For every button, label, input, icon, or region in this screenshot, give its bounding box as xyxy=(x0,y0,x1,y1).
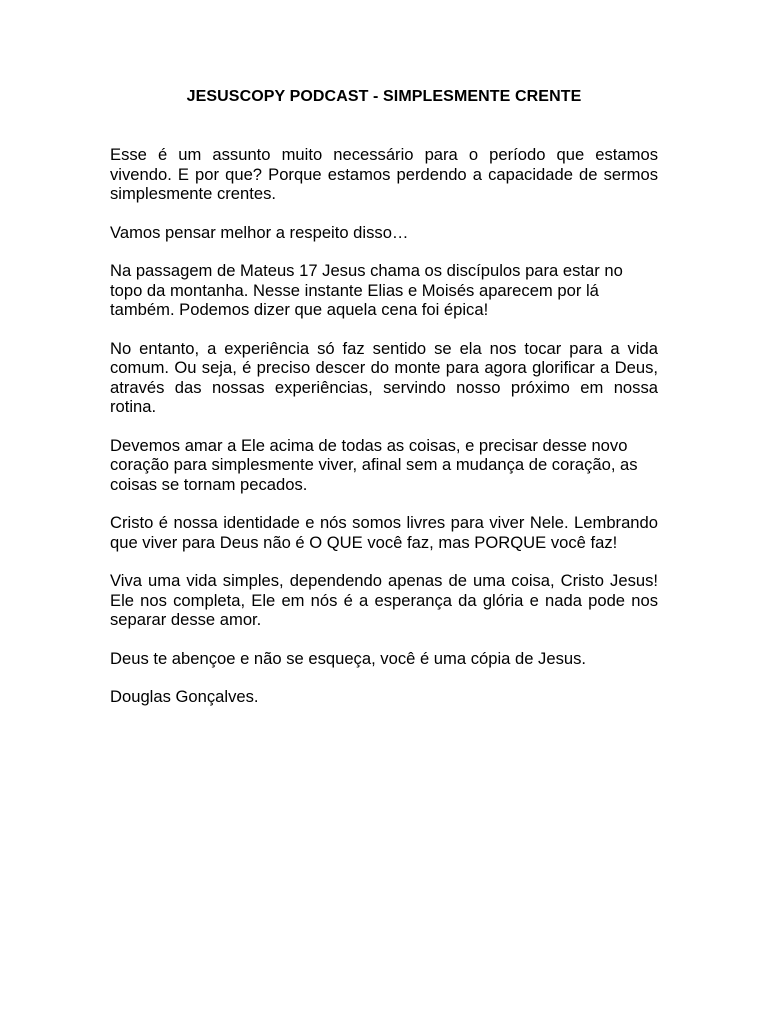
document-title: JESUSCOPY PODCAST - SIMPLESMENTE CRENTE xyxy=(186,88,582,105)
paragraph-intro: Esse é um assunto muito necessário para o período que estamos vivendo. E por que? Porque estamos perdendo a capacidade de sermos simplesmente crentes. xyxy=(110,145,658,203)
paragraph-identity: Cristo é nossa identidade e nós somos livres para viver Nele. Lembrando que viver para Deus não é O QUE você faz, mas PORQUE você faz! xyxy=(110,513,658,552)
document-body xyxy=(110,145,658,726)
paragraph-blessing: Deus te abençoe e não se esqueça, você é uma cópia de Jesus. xyxy=(110,648,587,668)
paragraph-simple-life: Viva uma vida simples, dependendo apenas de uma coisa, Cristo Jesus! Ele nos completa, Ele em nós é a esperança da glória e nada pode nos separar desse amor. xyxy=(110,571,658,629)
paragraph-experience: No entanto, a experiência só faz sentido se ela nos tocar para a vida comum. Ou seja, é preciso descer do monte para agora glorificar a Deus, através das nossas experiências, servindo nosso próximo em nossa rotina. xyxy=(110,338,658,416)
paragraph-lets-think: Vamos pensar melhor a respeito disso… xyxy=(110,222,409,242)
paragraph-love-god: Devemos amar a Ele acima de todas as coisas, e precisar desse novo coração para simplesmente viver, afinal sem a mudança de coração, as coisas se tornam pecados. xyxy=(110,435,638,494)
signature: Douglas Gonçalves. xyxy=(110,687,259,706)
paragraph-mateus-17: Na passagem de Mateus 17 Jesus chama os discípulos para estar no topo da montanha. Nesse instante Elias e Moisés aparecem por lá também. Podemos dizer que aquela cena foi épica! xyxy=(110,261,623,319)
